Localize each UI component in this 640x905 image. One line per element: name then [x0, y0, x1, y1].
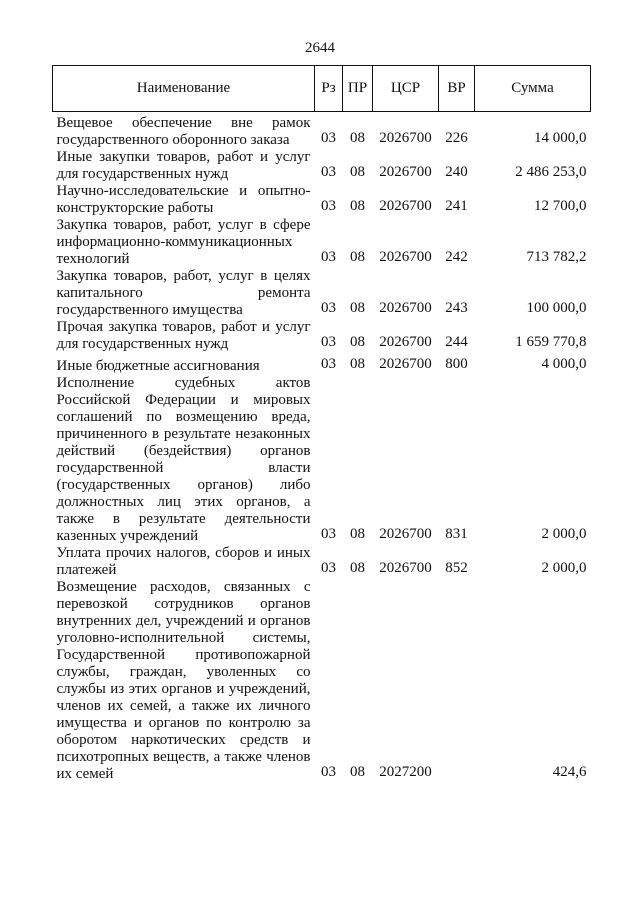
cell-csr: 2026700 — [379, 560, 432, 576]
cell-sum: 100 000,0 — [526, 300, 587, 316]
cell-sum: 2 000,0 — [541, 526, 587, 542]
table-row — [53, 353, 591, 375]
cell-sum: 424,6 — [552, 764, 587, 780]
table-body — [53, 112, 591, 784]
table-row — [53, 217, 591, 268]
cell-csr: 2026700 — [379, 334, 432, 350]
table-row — [53, 268, 591, 319]
header-name: Наименование — [53, 66, 315, 112]
cell-name: Научно-исследовательские и опытно-конструкторские работы — [56, 183, 311, 216]
table-row — [53, 545, 591, 579]
cell-rz: 03 — [321, 356, 336, 372]
cell-sum: 1 659 770,8 — [515, 334, 587, 350]
header-pr: ПР — [343, 66, 373, 112]
header-csr: ЦСР — [373, 66, 439, 112]
cell-name: Прочая закупка товаров, работ и услуг для государственных нужд — [56, 319, 311, 352]
cell-rz: 03 — [321, 300, 336, 316]
header-sum: Сумма — [475, 66, 591, 112]
cell-pr: 08 — [350, 764, 365, 780]
cell-pr: 08 — [350, 300, 365, 316]
header-rz: Рз — [315, 66, 343, 112]
cell-vr: 244 — [445, 334, 468, 350]
page-number: 2644 — [305, 40, 335, 56]
cell-csr: 2026700 — [379, 356, 432, 372]
cell-rz: 03 — [321, 334, 336, 350]
cell-name: Уплата прочих налогов, сборов и иных платежей — [56, 545, 311, 578]
cell-sum: 14 000,0 — [534, 130, 587, 146]
cell-pr: 08 — [350, 356, 365, 372]
cell-csr: 2026700 — [379, 198, 432, 214]
cell-name: Иные бюджетные ассигнования — [56, 358, 260, 374]
cell-rz: 03 — [321, 764, 336, 780]
cell-csr: 2026700 — [379, 526, 432, 542]
cell-name: Возмещение расходов, связанных с перевозкой сотрудников органов внутренних дел, учреждений и органов уголовно-исполнительной системы, Государственной противопожарной службы, граждан, уволенных со службы из этих органов и учреждений, членов их семей, а также их личного имущества и органов по контролю за оборотом наркотических средств и психотропных веществ, а также членов их семей — [56, 579, 311, 782]
cell-vr: 241 — [445, 198, 468, 214]
budget-table — [52, 65, 591, 783]
cell-sum: 2 486 253,0 — [515, 164, 587, 180]
cell-pr: 08 — [350, 334, 365, 350]
cell-vr: 852 — [445, 560, 468, 576]
cell-csr: 2027200 — [379, 764, 432, 780]
cell-pr: 08 — [350, 130, 365, 146]
cell-name: Закупка товаров, работ, услуг в сфере информационно-коммуникационных технологий — [56, 217, 311, 267]
cell-rz: 03 — [321, 164, 336, 180]
cell-rz: 03 — [321, 198, 336, 214]
cell-sum: 4 000,0 — [541, 356, 587, 372]
cell-vr: 242 — [445, 249, 468, 265]
cell-rz: 03 — [321, 526, 336, 542]
cell-pr: 08 — [350, 164, 365, 180]
table-row — [53, 183, 591, 217]
table-row — [53, 112, 591, 150]
cell-csr: 2026700 — [379, 249, 432, 265]
cell-sum: 12 700,0 — [534, 198, 587, 214]
cell-name: Вещевое обеспечение вне рамок государственного оборонного заказа — [56, 115, 311, 148]
cell-vr: 226 — [445, 130, 468, 146]
cell-csr: 2026700 — [379, 130, 432, 146]
table-row — [53, 375, 591, 545]
cell-vr: 240 — [445, 164, 468, 180]
cell-csr: 2026700 — [379, 164, 432, 180]
table-header-row — [53, 66, 591, 112]
cell-pr: 08 — [350, 560, 365, 576]
cell-pr: 08 — [350, 198, 365, 214]
table-row — [53, 579, 591, 783]
cell-name: Закупка товаров, работ, услуг в целях капитального ремонта государственного имущества — [56, 268, 311, 318]
cell-vr: 800 — [445, 356, 468, 372]
cell-csr: 2026700 — [379, 300, 432, 316]
cell-sum: 713 782,2 — [526, 249, 587, 265]
cell-pr: 08 — [350, 249, 365, 265]
cell-name: Исполнение судебных актов Российской Федерации и мировых соглашений по возмещению вреда, причиненного в результате незаконных действий (бездействия) органов государственной власти (государственных органов) либо должностных лиц этих органов, а также в результате деятельности казенных учреждений — [56, 375, 311, 544]
cell-rz: 03 — [321, 249, 336, 265]
cell-vr — [439, 579, 475, 783]
cell-rz: 03 — [321, 130, 336, 146]
cell-name: Иные закупки товаров, работ и услуг для государственных нужд — [56, 149, 311, 182]
table-row — [53, 319, 591, 353]
table-row — [53, 149, 591, 183]
cell-vr: 831 — [445, 526, 468, 542]
cell-sum: 2 000,0 — [541, 560, 587, 576]
header-vr: ВР — [439, 66, 475, 112]
cell-pr: 08 — [350, 526, 365, 542]
cell-rz: 03 — [321, 560, 336, 576]
cell-vr: 243 — [445, 300, 468, 316]
